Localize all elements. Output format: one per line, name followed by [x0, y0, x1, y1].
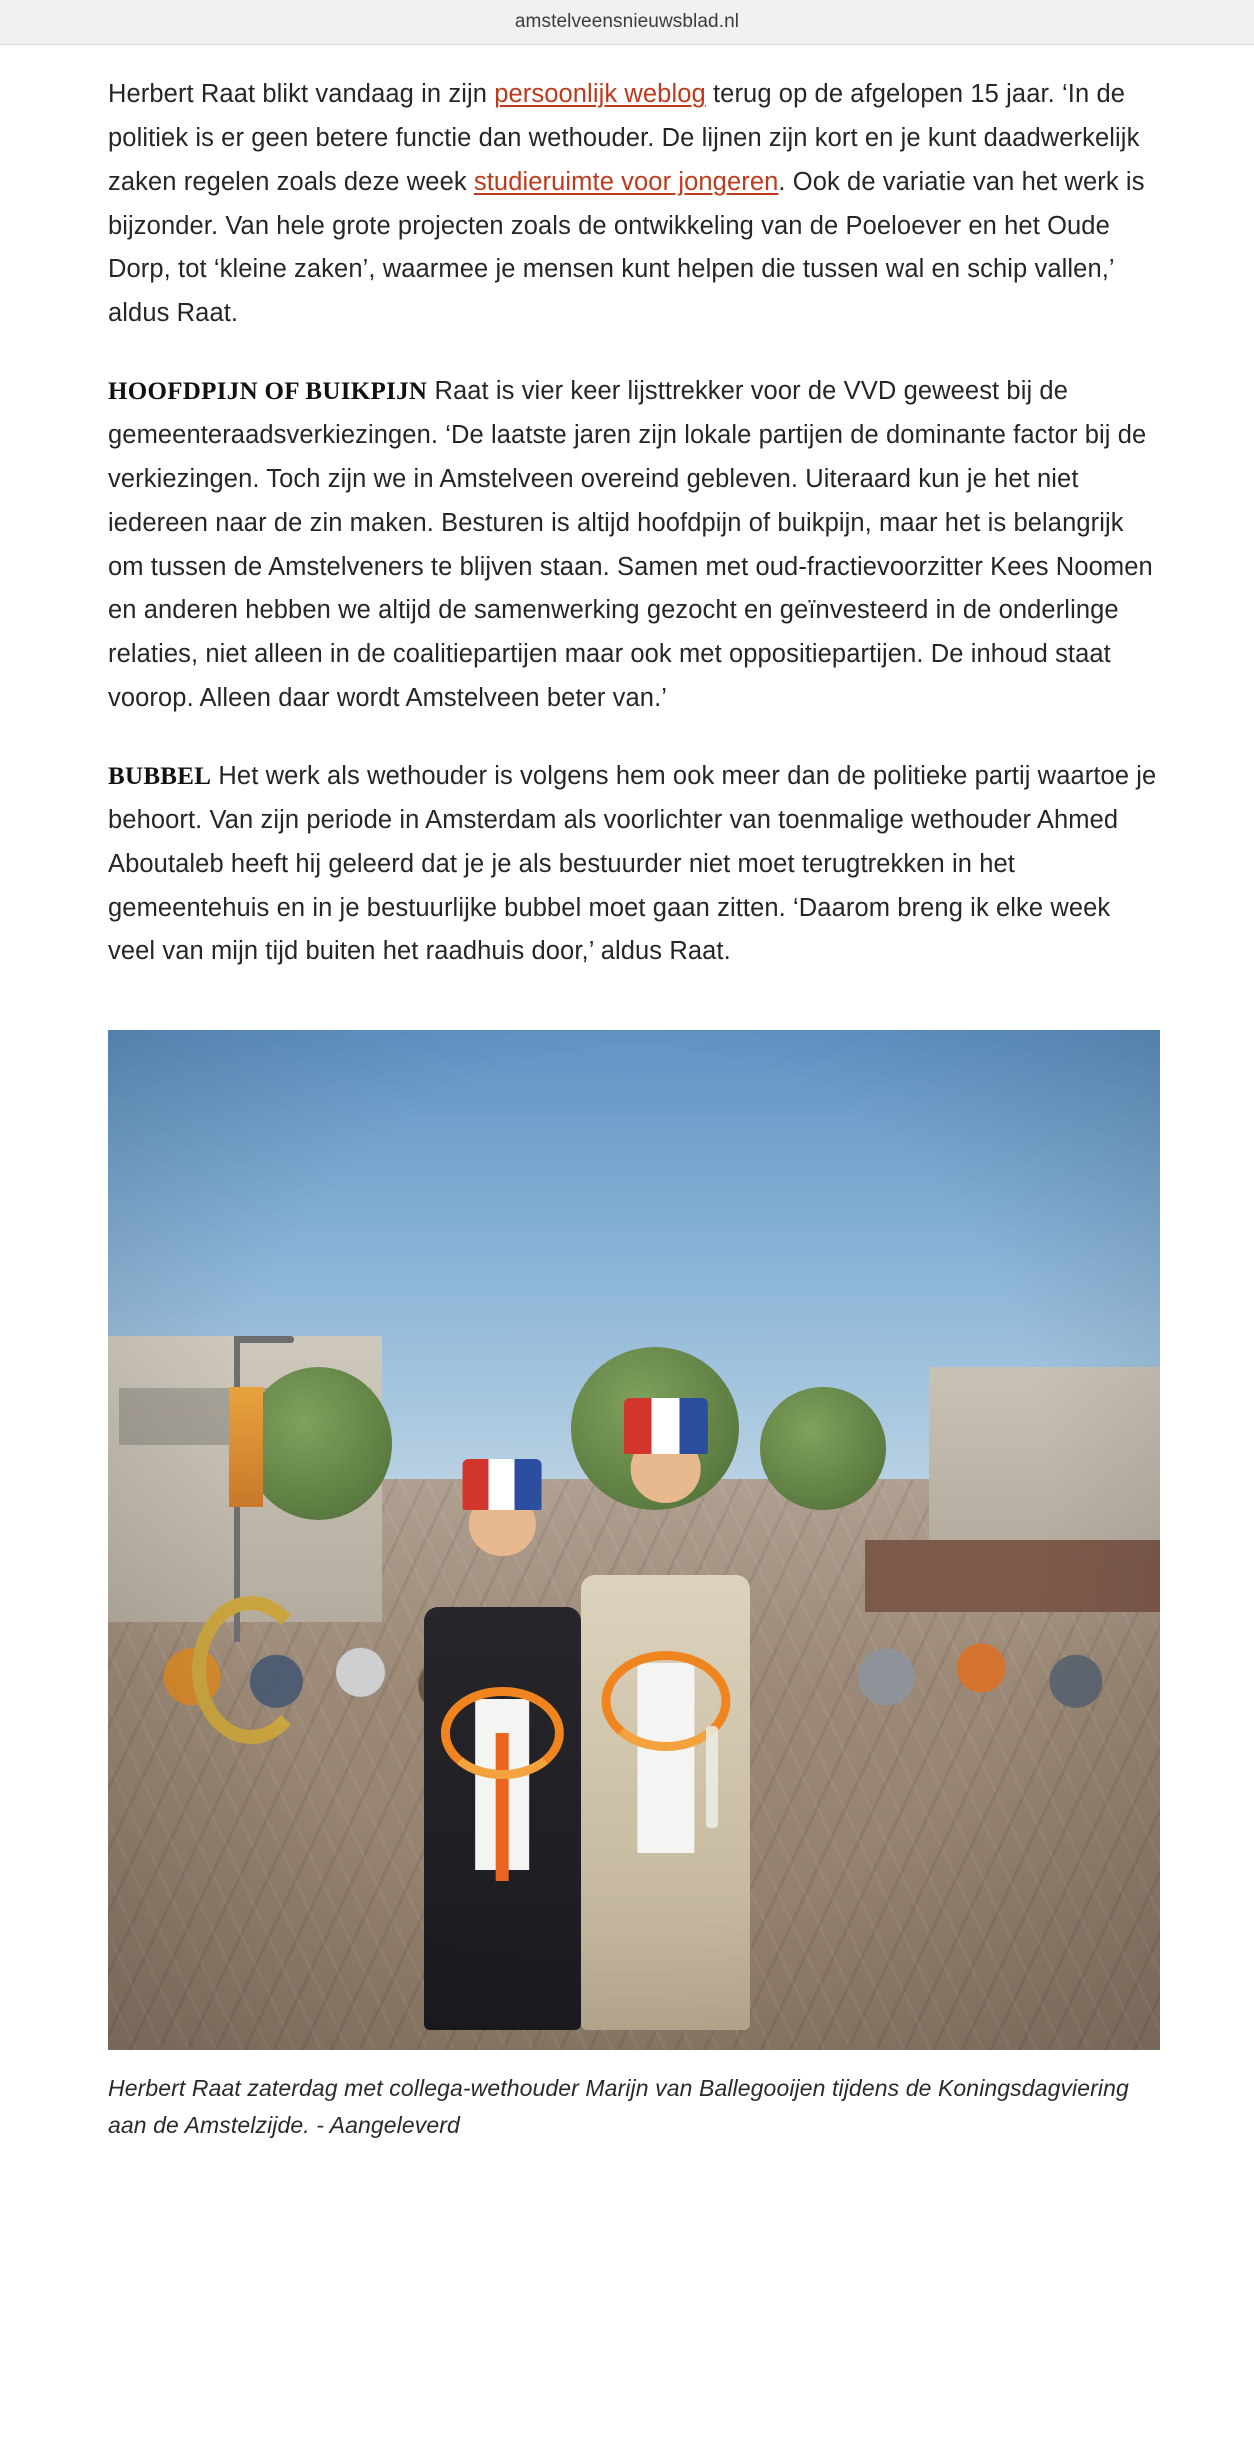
paragraph-1 [108, 73, 1164, 336]
paragraph-1-text-c: . Ook de variatie van het werk is bijzonder. Van hele grote projecten zoals de ontwikkeling van de Poeloever en het Oude Dorp, tot ‘kleine zaken’, waarmee je mensen kunt helpen die tussen wal en schip vallen,’ aldus Raat. [108, 167, 1145, 328]
paragraph-1-text-b: terug op de afgelopen 15 jaar. ‘In de politiek is er geen betere functie dan wethouder. De lijnen zijn kort en je kunt daadwerkelijk zaken regelen zoals deze week [108, 80, 1140, 196]
article-body [0, 45, 1254, 2184]
link-studieruimte-voor-jongeren[interactable]: studieruimte voor jongeren [473, 167, 779, 196]
paragraph-2-lead-in: HOOFDPIJN OF BUIKPIJN [108, 378, 428, 406]
paragraph-2 [108, 370, 1164, 721]
paragraph-3 [108, 755, 1164, 974]
paragraph-2-text: Raat is vier keer lijsttrekker voor de VVD geweest bij de gemeenteraadsverkiezingen. ‘De laatste jaren zijn lokale partijen de dominante factor bij de verkiezingen. Toch zijn we in Amstelveen overeind gebleven. Uiteraard kun je het niet iedereen naar de zin maken. Besturen is altijd hoofdpijn of buikpijn, maar het is belangrijk om tussen de Amstelveners te blijven staan. Samen met oud-fractievoorzitter Kees Noomen en anderen hebben we altijd de samenwerking gezocht en geïnvesteerd in de onderlinge relaties, niet alleen in de coalitiepartijen maar ook met oppositiepartijen. De inhoud staat voorop. Alleen daar wordt Amstelveen beter van.’ [108, 377, 1153, 713]
photo-vignette [108, 1030, 1160, 2050]
paragraph-1-text-a: Herbert Raat blikt vandaag in zijn [108, 80, 495, 108]
article-figure [108, 1030, 1160, 2144]
browser-topbar [0, 0, 1254, 45]
paragraph-3-text: Het werk als wethouder is volgens hem ook meer dan de politieke partij waartoe je behoort. Van zijn periode in Amsterdam als voorlichter van toenmalige wethouder Ahmed Aboutaleb heeft hij geleerd dat je je als bestuurder niet moet terugtrekken in het gemeentehuis en in je bestuurlijke bubbel moet gaan zitten. ‘Daarom breng ik elke week veel van mijn tijd buiten het raadhuis door,’ aldus Raat. [108, 762, 1157, 966]
link-persoonlijk-weblog[interactable]: persoonlijk weblog [494, 80, 706, 108]
paragraph-3-lead-in: BUBBEL [108, 763, 212, 791]
photo-caption: Herbert Raat zaterdag met collega-wethouder Marijn van Ballegooijen tijdens de Koningsdagviering aan de Amstelzijde. - Aangeleverd [108, 2075, 1129, 2139]
site-domain-label: amstelveensnieuwsblad.nl [514, 11, 740, 32]
article-photo [108, 1030, 1160, 2050]
